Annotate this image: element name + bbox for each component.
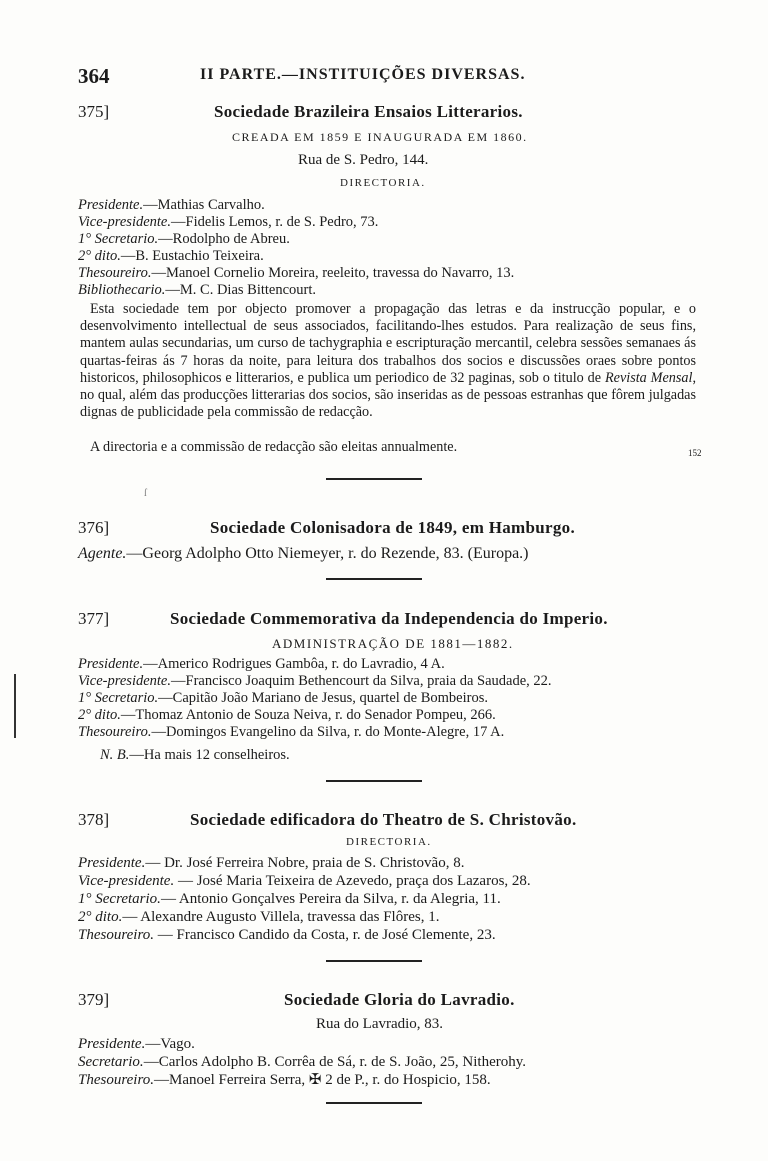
section-divider [326,960,422,962]
section-divider [326,1102,422,1104]
section-divider [326,780,422,782]
section-divider [326,478,422,480]
section-375-number: 375] [78,102,110,121]
page-number: 364 [78,64,110,88]
section-379-officer: Presidente.—Vago. [78,1036,195,1052]
section-378-officer: Vice-presidente. — José Maria Teixeira de Azevedo, praça dos Lazaros, 28. [78,873,531,889]
section-375-officer: Presidente.—Mathias Carvalho. [78,197,265,213]
section-378-subtitle: DIRECTORIA. [346,836,432,848]
section-378-number: 378] [78,810,110,829]
section-divider [326,578,422,580]
section-375-officer: Vice-presidente.—Fidelis Lemos, r. de S. Pedro, 73. [78,214,379,230]
section-375-directory-label: DIRECTORIA. [340,177,426,189]
section-377-number: 377] [78,609,110,628]
section-378-officer: Presidente.— Dr. José Ferreira Nobre, praia de S. Christovão, 8. [78,855,465,871]
section-378-officer: 1° Secretario.— Antonio Gonçalves Pereira da Silva, r. da Alegria, 11. [78,891,501,907]
section-377-note: N. B.—Ha mais 12 conselheiros. [100,747,290,763]
margin-number: 152 [688,448,702,458]
edge-mark [14,674,16,738]
section-375-address: Rua de S. Pedro, 144. [298,152,429,168]
stray-mark: ſ [144,488,147,499]
section-377-title: Sociedade Commemorativa da Independencia do Imperio. [170,609,608,628]
section-375-officer: Bibliothecario.—M. C. Dias Bittencourt. [78,282,317,298]
section-376-agent: Agente.—Georg Adolpho Otto Niemeyer, r. do Rezende, 83. (Europa.) [78,545,529,562]
section-375-subtitle: CREADA EM 1859 E INAUGURADA EM 1860. [232,130,528,144]
section-379-number: 379] [78,990,110,1009]
section-378-officer: Thesoureiro. — Francisco Candido da Costa, r. de José Clemente, 23. [78,927,496,943]
section-375-paragraph: Esta sociedade tem por objecto promover a propagação das letras e da instrucção popular, e o desenvolvimento intellectual de seus associados, facilitando-lhes estudos. Para realização de seus fins, mantem aulas secundarias, um curso de tachygraphia e escripturação mercantil, celebra sessões semanaes ás quartas-feiras ás 7 horas da noite, para leitura dos trabalhos dos socios e discussões oraes sobre pontos historicos, philosophicos e litterarios, e publica um periodico de 32 paginas, sob o titulo de Revista Mensal, no qual, além das producções litterarias dos socios, são inseridas as de pessoas estranhas que fôrem julgadas dignas de publicidade pela commissão de redacção. [80,301,696,421]
section-379-officer: Thesoureiro.—Manoel Ferreira Serra, ✠ 2 de P., r. do Hospicio, 158. [78,1072,491,1088]
section-377-officer: 1° Secretario.—Capitão João Mariano de Jesus, quartel de Bombeiros. [78,690,488,706]
section-377-officer: 2° dito.—Thomaz Antonio de Souza Neiva, r. do Senador Pompeu, 266. [78,707,496,723]
section-378-officer: 2° dito.— Alexandre Augusto Villela, travessa das Flôres, 1. [78,909,440,925]
section-377-subtitle: ADMINISTRAÇÃO DE 1881—1882. [272,636,514,651]
running-title: II PARTE.—INSTITUIÇÕES DIVERSAS. [200,66,526,83]
section-379-title: Sociedade Gloria do Lavradio. [284,990,515,1009]
section-376-title: Sociedade Colonisadora de 1849, em Hamburgo. [210,518,576,537]
section-379-address: Rua do Lavradio, 83. [316,1016,444,1032]
section-379-officer: Secretario.—Carlos Adolpho B. Corrêa de Sá, r. de S. João, 25, Nitherohy. [78,1054,527,1070]
section-378-title: Sociedade edificadora do Theatro de S. Christovão. [190,810,577,829]
section-377-officer: Presidente.—Americo Rodrigues Gambôa, r. do Lavradio, 4 A. [78,656,445,672]
section-377-officer: Thesoureiro.—Domingos Evangelino da Silva, r. do Monte-Alegre, 17 A. [78,724,505,740]
section-375-officer: 2° dito.—B. Eustachio Teixeira. [78,248,264,264]
section-375-title: Sociedade Brazileira Ensaios Litterarios. [214,102,523,121]
section-375-paragraph-last: A directoria e a commissão de redacção são eleitas annualmente. [90,439,458,455]
section-375-officer: 1° Secretario.—Rodolpho de Abreu. [78,231,290,247]
section-375-officer: Thesoureiro.—Manoel Cornelio Moreira, reeleito, travessa do Navarro, 13. [78,265,515,281]
section-376-number: 376] [78,518,110,537]
section-377-officer: Vice-presidente.—Francisco Joaquim Bethencourt da Silva, praia da Saudade, 22. [78,673,552,689]
